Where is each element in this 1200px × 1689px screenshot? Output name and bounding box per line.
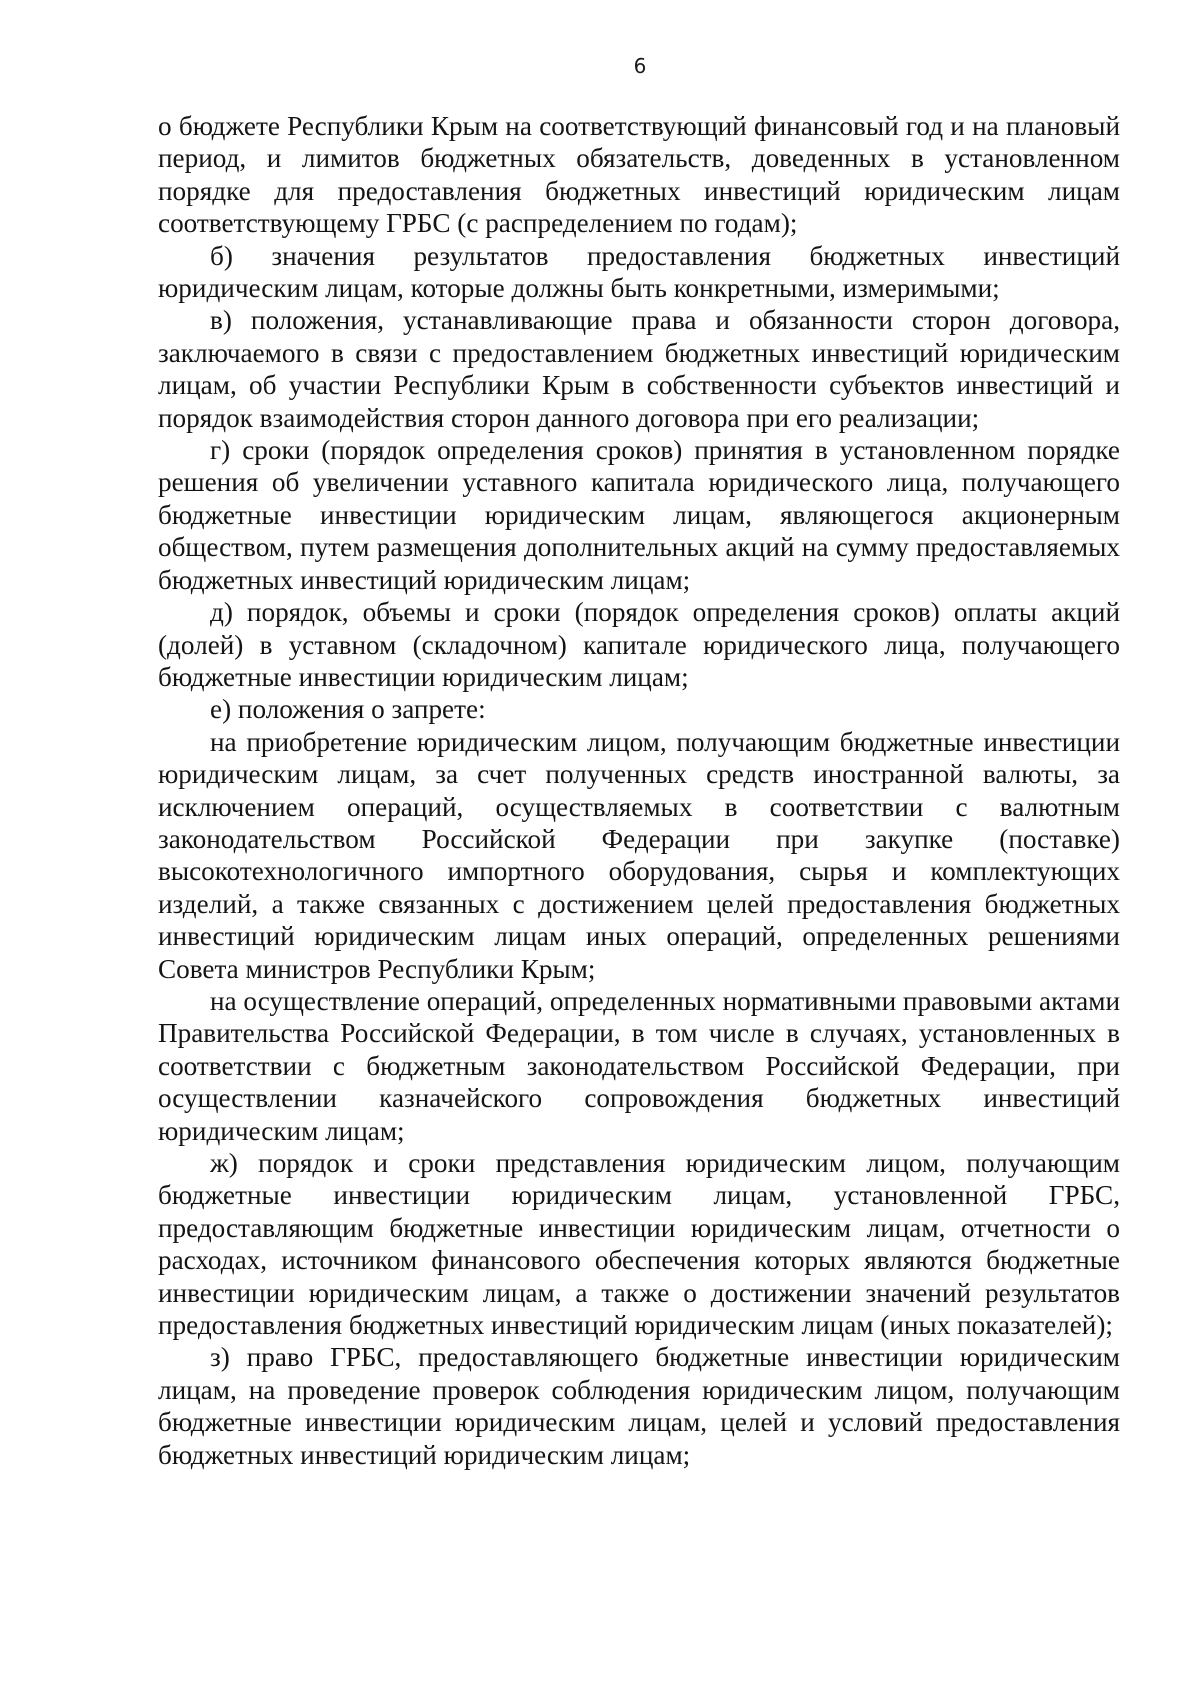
paragraph-item-z: з) право ГРБС, предоставляющего бюджетные инвестиции юридическим лицам, на проведение проверок соблюдения юридическим лицом, получающим бюджетные инвестиции юридическим лицам, целей и условий предоставления бюджетных инвестиций юридическим лицам; [158,1342,1120,1470]
page-number: 6 [633,54,647,78]
paragraph-item-e: е) положения о запрете: [210,694,486,725]
paragraph-prohibition-operations: на осуществление операций, определенных нормативными правовыми актами Правительства Российской Федерации, в том числе в случаях, установленных в соответствии с бюджетным законодательством Российской Федерации, при осуществлении казначейского сопровождения бюджетных инвестиций юридическим лицам; [158,985,1120,1146]
paragraph-item-b: б) значения результатов предоставления бюджетных инвестиций юридическим лицам, которые должны быть конкретными, измеримыми; [158,240,1120,304]
paragraph-budget-law-continuation: о бюджете Республики Крым на соответствующий финансовый год и на плановый период, и лимитов бюджетных обязательств, доведенных в установленном порядке для предоставления бюджетных инвестиций юридическим лицам соответствующему ГРБС (с распределением по годам); [158,111,1120,239]
paragraph-item-v: в) положения, устанавливающие права и обязанности сторон договора, заключаемого в связи с предоставлением бюджетных инвестиций юридическим лицам, об участии Республики Крым в собственности субъектов инвестиций и порядок взаимодействия сторон данного договора при его реализации; [158,305,1120,433]
paragraph-item-zh: ж) порядок и сроки представления юридическим лицом, получающим бюджетные инвестиции юридическим лицам, установленной ГРБС, предоставляющим бюджетные инвестиции юридическим лицам, отчетности о расходах, источником финансового обеспечения которых являются бюджетные инвестиции юридическим лицам, а также о достижении значений результатов предоставления бюджетных инвестиций юридическим лицам (иных показателей); [158,1148,1120,1341]
paragraph-item-d: д) порядок, объемы и сроки (порядок определения сроков) оплаты акций (долей) в уставном (складочном) капитале юридического лица, получающего бюджетные инвестиции юридическим лицам; [158,597,1120,692]
paragraph-prohibition-currency: на приобретение юридическим лицом, получающим бюджетные инвестиции юридическим лицам, за счет полученных средств иностранной валюты, за исключением операций, осуществляемых в соответствии с валютным законодательством Российской Федерации при закупке (поставке) высокотехнологичного импортного оборудования, сырья и комплектующих изделий, а также связанных с достижением целей предоставления бюджетных инвестиций юридическим лицам иных операций, определенных решениями Совета министров Республики Крым; [158,726,1120,984]
document-body [158,110,1120,1471]
paragraph-item-g: г) сроки (порядок определения сроков) принятия в установленном порядке решения об увеличении уставного капитала юридического лица, получающего бюджетные инвестиции юридическим лицам, являющегося акционерным обществом, путем размещения дополнительных акций на сумму предоставляемых бюджетных инвестиций юридическим лицам; [158,435,1120,595]
